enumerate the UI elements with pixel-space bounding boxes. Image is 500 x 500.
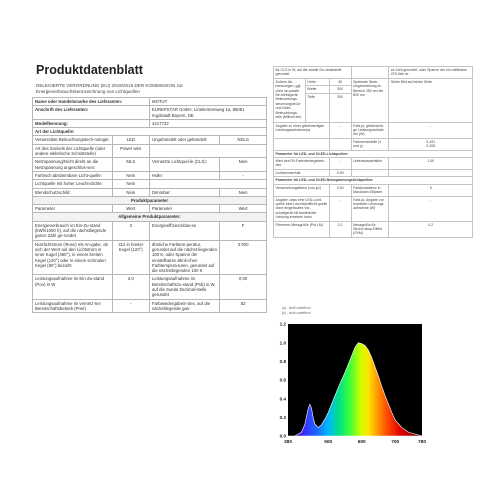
dimensions-label: Äußere Ab-messungen, ggf. ohne se-parate Be-triebsgerät, Beleuchtungs-steuerungstei-le und Nicht-Beleuchtungs-teile (Millime-ter) xyxy=(274,78,306,122)
dimension-value: 300 xyxy=(329,93,351,122)
general-header: Allgemeine Produktparameter: xyxy=(33,213,267,221)
column-header: Parameter xyxy=(149,205,219,213)
column-header: Wert xyxy=(112,205,149,213)
footnote: (b) - nicht zutreffend xyxy=(282,311,311,315)
table-row xyxy=(33,240,267,275)
footnote-legend xyxy=(282,306,310,316)
table-row xyxy=(33,299,267,313)
cell: Nein xyxy=(112,180,149,188)
dimension-value: 300 xyxy=(329,86,351,93)
cell: - xyxy=(220,171,267,179)
cell: Farbwertanteile (x und y) xyxy=(351,138,389,150)
cell: - xyxy=(389,122,473,138)
cell xyxy=(389,169,473,176)
dimensions-row xyxy=(274,78,473,85)
cell xyxy=(274,138,330,150)
cell: Verwendete Beleuchtungstech-nologie: xyxy=(33,136,113,144)
cell: Falls ja, Angabe zur ersetzten Leistungs-aufnahme (W) xyxy=(351,196,389,221)
y-tick-label: 0.8 xyxy=(279,358,286,364)
dimension-name: Höhe xyxy=(305,78,329,85)
cell: Angabe zu einer gleichwertigen Leistungsaufnahme(a) xyxy=(274,122,330,138)
cell: 82 xyxy=(220,299,267,313)
table-row xyxy=(33,136,267,144)
cell: 0,00 xyxy=(220,275,267,299)
cell: 1,00 xyxy=(389,158,473,170)
cell: - xyxy=(329,122,351,138)
datasheet-left-page xyxy=(32,55,267,313)
x-tick-label: 380 xyxy=(283,440,293,445)
regulation-line: Energieverbrauchskennzeichnung von Lichtquellen xyxy=(36,89,140,94)
cell: 312 in breiter Kegel (120°) xyxy=(112,240,149,275)
y-tick-label: 1.2 xyxy=(279,322,286,327)
cell xyxy=(351,67,389,79)
cell: F xyxy=(220,221,267,240)
product-table xyxy=(32,97,267,313)
cell: Leistungsaufnahme im Ein-Zu-stand (Pon) in W xyxy=(33,275,113,299)
table-row xyxy=(274,196,473,221)
cell: 0,99 xyxy=(329,169,351,176)
cell: Farbwiedergabein-dex, auf die nächstliegende gan- xyxy=(149,299,219,313)
cell: 0,431 0,408 xyxy=(389,138,473,150)
section-header xyxy=(33,128,267,136)
info-value: EUREPSTAR GmbH, Lintelerteenweg 1a, 85051 Ingolstadt Bayern, DE xyxy=(149,106,266,120)
table-row xyxy=(33,171,267,179)
cell: Nutzlichtstrom (Φuse) mit An-gabe, ob sich der Wert auf den Lichtstrom in einer Kugel (360°), in einem breiten Kegel (120°) oder in einem schmalen Kegel (90°) bezieht xyxy=(33,240,113,275)
table-row xyxy=(33,221,267,240)
y-tick-label: 1.0 xyxy=(279,340,286,346)
cell: 3 xyxy=(112,221,149,240)
column-header-row xyxy=(33,205,267,213)
cell: Messgröße für Strobo-skop-Effekt (SVM) xyxy=(351,221,389,237)
info-value: MOTUT xyxy=(149,98,266,106)
x-tick-label: 700 xyxy=(391,440,400,445)
cell: Lebensdauerfaktor xyxy=(351,158,389,170)
cell: Wert des R9-Farbwiedergabein-dex xyxy=(274,158,330,170)
cell: ähnliche Farbtem-peratur, gerundet auf die nächst-liegenden 100 K, oder Spanne der einstellbaren ähnli-chen Farbtempera-turen, gerundet auf die nächstliegenden 100 K xyxy=(149,240,219,275)
cell: Verschiebungsfaktor (cos φ1) xyxy=(274,184,330,196)
regulation-line: DELEGIERTE VERORDNUNG (EU) 2019/2015 DER KOMMISSION zur xyxy=(36,83,183,88)
table-row xyxy=(33,275,267,299)
cell: - xyxy=(112,299,149,313)
netz-header: Parameter für LED- und OLED-Netzspannungslichtquellen: xyxy=(274,177,473,184)
cell: 3,0 xyxy=(112,275,149,299)
cell: 3 000 xyxy=(220,240,267,275)
info-row xyxy=(33,106,267,120)
info-label: Modellkennung: xyxy=(33,119,150,127)
table-row xyxy=(274,122,473,138)
x-axis xyxy=(284,439,426,445)
continuation-table xyxy=(273,66,473,238)
dimension-value: 30 xyxy=(329,78,351,85)
cell: NDLS xyxy=(220,136,267,144)
y-tick-label: 0.4 xyxy=(279,396,286,402)
cell xyxy=(149,180,266,188)
cell: - xyxy=(329,196,351,221)
cell: Nein xyxy=(220,188,267,196)
cell: LED xyxy=(112,136,149,144)
cell: 0,90 xyxy=(329,184,351,196)
cell: Falls ja, gleichwerti-ge Leistungsaufnah-me (W) xyxy=(351,122,389,138)
cell: Lichtstromerhalt xyxy=(274,169,330,176)
y-axis xyxy=(280,322,287,439)
cell: Art des Sockels der Lichtquelle (oder andere elektrische Schnittstelle) xyxy=(33,144,113,158)
y-tick-label: 0.6 xyxy=(279,377,286,383)
y-tick-label: 0.2 xyxy=(279,414,286,420)
cell: Power wire xyxy=(112,144,149,158)
cell: Flimmern-Messgröße (Pst LM) xyxy=(274,221,330,237)
cell: Angabe, dass eine LED-Licht-quelle eine Leuchtstofflicht-quelle ohne eingebautes Vor-schaltgerät mit bestimmter Leistung ersetzen kann xyxy=(275,197,328,220)
table-row xyxy=(33,144,267,158)
column-header: Wert xyxy=(220,205,267,213)
cell: Blendschutzschild: xyxy=(33,188,113,196)
column-header: Parameter xyxy=(33,205,113,213)
footnote: (a) - nicht zutreffend xyxy=(282,306,311,310)
cell: Netzspannung/Nicht direkt an die Netzspannung angeschlos-sen: xyxy=(33,158,113,172)
cell xyxy=(329,138,351,150)
cell: Dimmbar: xyxy=(149,188,219,196)
cell: 5 xyxy=(389,184,473,196)
cell: MLS xyxy=(112,158,149,172)
table-row xyxy=(274,158,473,170)
cell: Nein xyxy=(220,158,267,172)
cell: Farbisch abstimmbare Licht-quelle: xyxy=(33,171,113,179)
cell: Hülle: xyxy=(149,171,219,179)
cell: Leistungsaufnahme im Bereitschaftszu-stand (Psb) in W, auf die zweite Dezimal-stelle gerundet xyxy=(149,275,219,299)
cell: ze Zahl gerundet, oder Spanne der ein-stellbaren CRI-Wer-te xyxy=(389,67,473,79)
cell: - xyxy=(389,196,473,221)
cell: Ungebündelt oder gebündelt: xyxy=(149,136,219,144)
table-row xyxy=(274,221,473,237)
info-value: 4217732 xyxy=(149,119,266,127)
page-title: Produktdatenblatt xyxy=(36,63,143,77)
info-row xyxy=(33,119,267,127)
table-row xyxy=(274,67,473,79)
datasheet-right-page xyxy=(273,66,473,238)
y-tick-label: 0.0 xyxy=(279,433,286,439)
cell: Nein xyxy=(112,188,149,196)
dimension-name: Breite xyxy=(305,86,329,93)
x-tick-label: 500 xyxy=(324,440,333,445)
cell: Energieeffizienzklas-se xyxy=(149,221,219,240)
regulation-text xyxy=(36,83,267,95)
section-header xyxy=(33,196,267,204)
info-label: Name oder Handelsmarke des Lieferanten: xyxy=(33,98,150,106)
table-row xyxy=(274,169,473,176)
cell: Lichtquelle mit hoher Leucht-dichte: xyxy=(33,180,113,188)
cell: 0,2 xyxy=(389,221,473,237)
x-tick-label: 600 xyxy=(357,440,366,445)
info-label: Anschrift des Lieferanten: xyxy=(33,106,150,120)
section-header xyxy=(274,150,473,157)
art-header: Art der Lichtquelle: xyxy=(33,128,267,136)
table-row xyxy=(274,138,473,150)
info-row xyxy=(33,98,267,106)
cell: - xyxy=(329,158,351,170)
cell: Leistungsaufnahme im vernetz-ten Bereitschaftsbetrieb (Pnet) xyxy=(33,299,113,313)
spectrum-chart xyxy=(276,322,426,448)
spectrum-label: Spektrale Strah-lungsverteilung im Bereich 250 nm bis 800 nm xyxy=(351,78,389,122)
cell xyxy=(351,169,389,176)
cell: Nein xyxy=(112,171,149,179)
table-row xyxy=(33,180,267,188)
cell: Energieverbrauch im Ein-Zu-stand (kWh/1000 h), auf die nächstliegende ganze Zahl ge-rundet xyxy=(33,221,113,240)
params-header: Produktparameter xyxy=(33,196,267,204)
section-header xyxy=(33,213,267,221)
table-row xyxy=(274,184,473,196)
dimension-name: Tiefe xyxy=(305,93,329,122)
spectrum-value: Siehe Bild auf letzter Seite xyxy=(389,78,473,122)
table-row xyxy=(33,158,267,172)
table-row xyxy=(33,188,267,196)
cell: für CLS in W, auf die zweite De-zimalstelle gerundet xyxy=(274,67,352,79)
cell: Vernetzte Lichtquel-le (CLS): xyxy=(149,158,219,172)
cell: 0,2 xyxy=(329,221,351,237)
section-header xyxy=(274,177,473,184)
x-tick-label: 780 xyxy=(417,440,426,445)
led-header: Parameter für LED- und OLED-Lichtquellen: xyxy=(274,150,473,157)
cell xyxy=(149,144,266,158)
cell: Farbkonsistenz in MacAdam-Ellipsen xyxy=(351,184,389,196)
